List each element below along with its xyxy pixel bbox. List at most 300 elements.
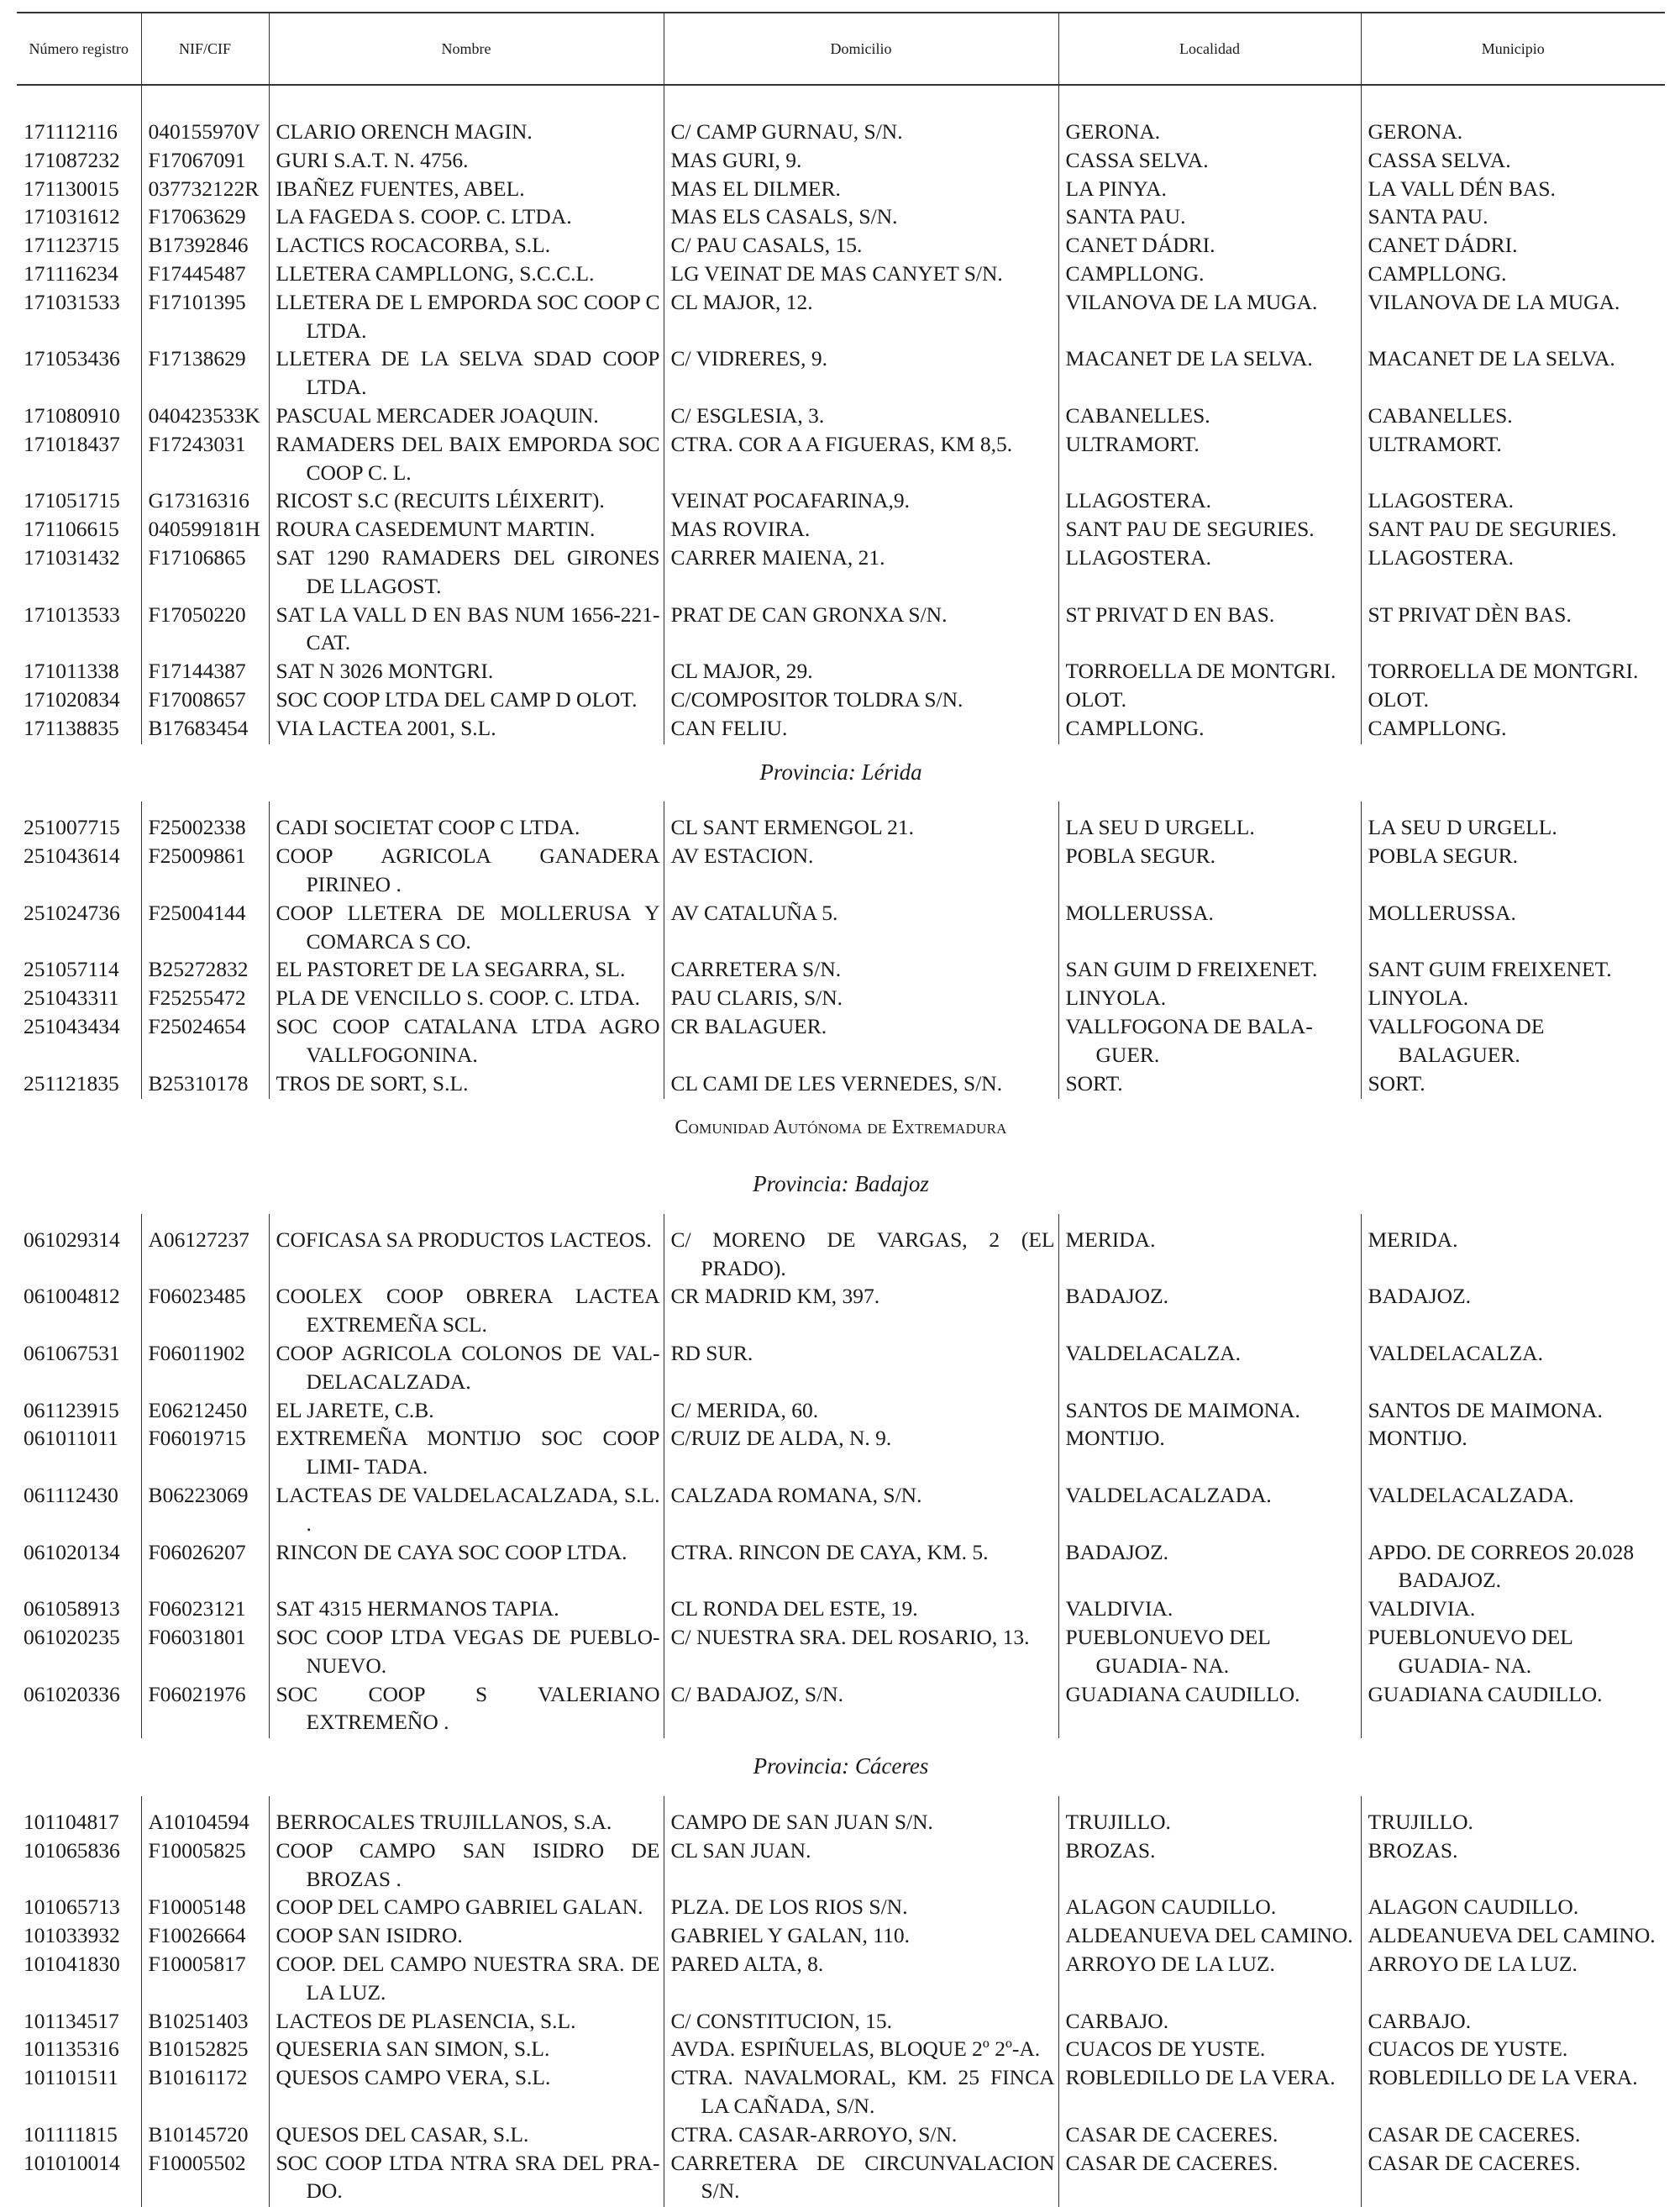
nif-cell-text: F17063629 — [148, 204, 246, 229]
spacer-cell — [17, 1796, 141, 1808]
table-row — [17, 1538, 1665, 1595]
municipio-cell — [1361, 1808, 1665, 1837]
nif-cell-text: F17101395 — [148, 289, 246, 314]
registro-cell — [17, 813, 141, 842]
nif-cell — [141, 1282, 269, 1339]
domicilio-cell-text: PRAT DE CAN GRONXA S/N. — [670, 602, 948, 627]
domicilio-cell — [664, 1950, 1058, 2007]
nombre-cell-text: COOP SAN ISIDRO. — [276, 1923, 463, 1948]
domicilio-cell-text: AV ESTACION. — [670, 843, 814, 869]
nombre-cell — [269, 146, 664, 175]
nif-cell-text: F17445487 — [148, 260, 246, 286]
nombre-cell — [269, 118, 664, 146]
row-spacer — [17, 85, 1665, 118]
registro-cell — [17, 714, 141, 743]
localidad-cell-text: PUEBLONUEVO DEL GUADIA- NA. — [1065, 1625, 1270, 1678]
localidad-cell — [1058, 231, 1361, 260]
localidad-cell — [1058, 288, 1361, 345]
header-localidad: Localidad — [1058, 13, 1361, 85]
registro-cell — [17, 1282, 141, 1339]
localidad-cell — [1058, 1595, 1361, 1623]
domicilio-cell-text: CL SANT ERMENGOL 21. — [670, 815, 914, 840]
domicilio-cell-text: MAS ROVIRA. — [670, 517, 811, 542]
table-row — [17, 2120, 1665, 2149]
localidad-cell — [1058, 2063, 1361, 2120]
domicilio-cell-text: CARRETERA DE CIRCUNVALACION S/N. — [670, 2150, 1055, 2204]
nif-cell — [141, 2007, 269, 2036]
nombre-cell — [269, 955, 664, 984]
localidad-cell — [1058, 955, 1361, 984]
registro-cell — [17, 1396, 141, 1425]
municipio-cell — [1361, 1339, 1665, 1396]
localidad-cell-text: MACANET DE LA SELVA. — [1065, 346, 1313, 371]
registro-cell-text: 061020134 — [24, 1539, 120, 1564]
nif-cell-text: B10145720 — [148, 2121, 249, 2147]
municipio-cell — [1361, 430, 1665, 487]
nif-cell-text: F10005148 — [148, 1894, 246, 1920]
nif-cell-text: F06019715 — [148, 1426, 246, 1451]
registro-cell — [17, 515, 141, 544]
localidad-cell-text: SANT PAU DE SEGURIES. — [1065, 517, 1315, 542]
registro-cell-text: 061029314 — [24, 1227, 120, 1252]
domicilio-cell-text: CALZADA ROMANA, S/N. — [670, 1483, 922, 1508]
nombre-cell-text: LLETERA CAMPLLONG, S.C.C.L. — [276, 260, 595, 286]
localidad-cell — [1058, 2007, 1361, 2036]
registro-cell-text: 101111815 — [24, 2121, 118, 2147]
nombre-cell — [269, 1921, 664, 1950]
community-heading: Comunidad Autónoma de Extremadura — [675, 1117, 1007, 1139]
registro-cell — [17, 1950, 141, 2007]
domicilio-cell — [664, 175, 1058, 203]
table-row — [17, 146, 1665, 175]
nif-cell-text: G17316316 — [148, 488, 249, 513]
nombre-cell — [269, 1595, 664, 1623]
localidad-cell-text: BROZAS. — [1065, 1837, 1156, 1863]
registro-cell-text: 251121835 — [24, 1070, 119, 1096]
municipio-cell-text: MONTIJO. — [1368, 1426, 1467, 1451]
registro-cell — [17, 1012, 141, 1069]
registro-cell-text: 101135316 — [24, 2036, 119, 2062]
table-row — [17, 175, 1665, 203]
nif-cell — [141, 1396, 269, 1425]
nombre-cell-text: RAMADERS DEL BAIX EMPORDA SOC COOP C. L. — [276, 431, 660, 485]
nif-cell-text: F06031801 — [148, 1625, 246, 1650]
municipio-cell-text: TORROELLA DE MONTGRI. — [1368, 659, 1639, 684]
domicilio-cell-text: AVDA. ESPIÑUELAS, BLOQUE 2º 2º-A. — [670, 2036, 1041, 2062]
registro-cell — [17, 1595, 141, 1623]
domicilio-cell-text: C/ BADAJOZ, S/N. — [670, 1681, 843, 1706]
domicilio-cell-text: MAS GURI, 9. — [670, 147, 802, 172]
registro-cell — [17, 1481, 141, 1538]
spacer-cell — [269, 1796, 664, 1808]
localidad-cell-text: CASAR DE CACERES. — [1065, 2150, 1278, 2175]
domicilio-cell-text: VEINAT POCAFARINA,9. — [670, 488, 911, 513]
municipio-cell — [1361, 686, 1665, 714]
registro-cell — [17, 202, 141, 231]
nif-cell-text: B10251403 — [148, 2008, 249, 2033]
localidad-cell-text: MOLLERUSSA. — [1065, 900, 1214, 925]
municipio-cell-text: PUEBLONUEVO DEL GUADIA- NA. — [1368, 1625, 1572, 1678]
domicilio-cell — [664, 1012, 1058, 1069]
registro-cell-text: 101134517 — [24, 2008, 119, 2033]
registro-cell-text: 171020834 — [24, 686, 120, 712]
localidad-cell — [1058, 1837, 1361, 1894]
spacer-cell — [1361, 85, 1665, 118]
localidad-cell-text: POBLA SEGUR. — [1065, 843, 1216, 869]
registro-cell — [17, 2120, 141, 2149]
municipio-cell — [1361, 813, 1665, 842]
domicilio-cell — [664, 1538, 1058, 1595]
localidad-cell-text: ALDEANUEVA DEL CAMINO. — [1065, 1923, 1353, 1948]
localidad-cell-text: VALDIVIA. — [1065, 1596, 1173, 1621]
localidad-cell — [1058, 2120, 1361, 2149]
localidad-cell — [1058, 202, 1361, 231]
nif-cell-text: F06023485 — [148, 1284, 246, 1309]
municipio-cell — [1361, 1282, 1665, 1339]
domicilio-cell — [664, 1069, 1058, 1098]
municipio-cell — [1361, 260, 1665, 288]
municipio-cell — [1361, 1538, 1665, 1595]
nombre-cell-text: ROURA CASEDEMUNT MARTIN. — [276, 517, 596, 542]
nif-cell-text: F17106865 — [148, 544, 246, 570]
domicilio-cell — [664, 601, 1058, 658]
registro-cell-text: 171116234 — [24, 260, 118, 286]
localidad-cell — [1058, 601, 1361, 658]
localidad-cell-text: SANTA PAU. — [1065, 204, 1186, 229]
domicilio-cell — [664, 1921, 1058, 1950]
localidad-cell-text: CASAR DE CACERES. — [1065, 2121, 1278, 2147]
municipio-cell — [1361, 2063, 1665, 2120]
nif-cell — [141, 1012, 269, 1069]
domicilio-cell-text: PLZA. DE LOS RIOS S/N. — [670, 1894, 908, 1920]
localidad-cell-text: LLAGOSTERA. — [1065, 544, 1212, 570]
municipio-cell-text: GUADIANA CAUDILLO. — [1368, 1681, 1603, 1706]
municipio-cell-text: CASSA SELVA. — [1368, 147, 1511, 172]
nif-cell — [141, 601, 269, 658]
nif-cell-text: F25002338 — [148, 815, 246, 840]
domicilio-cell — [664, 1808, 1058, 1837]
registro-cell-text: 171112116 — [24, 119, 118, 144]
row-spacer — [17, 1796, 1665, 1808]
nif-cell-text: B10161172 — [148, 2065, 248, 2090]
municipio-cell — [1361, 118, 1665, 146]
localidad-cell — [1058, 1481, 1361, 1538]
registro-cell — [17, 1424, 141, 1481]
localidad-cell — [1058, 984, 1361, 1012]
registro-cell-text: 251043434 — [24, 1013, 120, 1038]
localidad-cell — [1058, 1538, 1361, 1595]
registro-cell — [17, 288, 141, 345]
municipio-cell-text: VALDIVIA. — [1368, 1596, 1476, 1621]
registro-cell — [17, 686, 141, 714]
nombre-cell — [269, 1538, 664, 1595]
nombre-cell-text: SAT LA VALL D EN BAS NUM 1656-221-CAT. — [276, 602, 660, 655]
nombre-cell — [269, 1680, 664, 1737]
municipio-cell — [1361, 601, 1665, 658]
municipio-cell-text: SANTA PAU. — [1368, 204, 1488, 229]
localidad-cell — [1058, 1808, 1361, 1837]
nombre-cell — [269, 601, 664, 658]
nombre-cell-text: EL PASTORET DE LA SEGARRA, SL. — [276, 957, 626, 982]
domicilio-cell — [664, 1424, 1058, 1481]
table-row — [17, 686, 1665, 714]
table-row — [17, 544, 1665, 601]
province-heading-row — [17, 1738, 1665, 1796]
localidad-cell-text: VALLFOGONA DE BALA- GUER. — [1065, 1013, 1313, 1067]
nif-cell — [141, 1538, 269, 1595]
province-heading-row — [17, 744, 1665, 802]
domicilio-cell — [664, 146, 1058, 175]
registro-cell — [17, 1538, 141, 1595]
municipio-cell-text: TRUJILLO. — [1368, 1810, 1473, 1835]
municipio-cell — [1361, 2035, 1665, 2063]
domicilio-cell — [664, 899, 1058, 956]
municipio-cell-text: SORT. — [1368, 1070, 1425, 1096]
header-domicilio: Domicilio — [664, 13, 1058, 85]
domicilio-cell-text: C/ MERIDA, 60. — [670, 1397, 819, 1422]
table-row — [17, 984, 1665, 1012]
localidad-cell — [1058, 430, 1361, 487]
localidad-cell — [1058, 1950, 1361, 2007]
nombre-cell-text: IBAÑEZ FUENTES, ABEL. — [276, 176, 525, 201]
municipio-cell-text: CANET DÁDRI. — [1368, 233, 1518, 258]
registro-cell-text: 251043614 — [24, 843, 120, 869]
domicilio-cell — [664, 955, 1058, 984]
localidad-cell-text: CABANELLES. — [1065, 402, 1210, 428]
domicilio-cell — [664, 2063, 1058, 2120]
registro-cell — [17, 344, 141, 402]
municipio-cell — [1361, 288, 1665, 345]
table-row — [17, 1921, 1665, 1950]
nif-cell — [141, 486, 269, 515]
nif-cell-text: F06011902 — [148, 1341, 245, 1366]
localidad-cell — [1058, 260, 1361, 288]
nif-cell — [141, 1623, 269, 1680]
registro-cell — [17, 2007, 141, 2036]
nif-cell-text: F10026664 — [148, 1923, 246, 1948]
province-heading-row — [17, 1156, 1665, 1214]
nif-cell — [141, 2149, 269, 2206]
municipio-cell — [1361, 515, 1665, 544]
nif-cell — [141, 544, 269, 601]
province-heading: Provincia: Cáceres — [753, 1753, 929, 1779]
registro-cell-text: 061004812 — [24, 1284, 120, 1309]
nombre-cell — [269, 202, 664, 231]
table-row — [17, 402, 1665, 430]
municipio-cell-text: VALLFOGONA DE BALAGUER. — [1368, 1013, 1545, 1067]
spacer-cell — [1058, 1796, 1361, 1808]
domicilio-cell — [664, 2120, 1058, 2149]
municipio-cell-text: CABANELLES. — [1368, 402, 1513, 428]
municipio-cell-text: CAMPLLONG. — [1368, 715, 1507, 740]
document-page — [17, 12, 1665, 2207]
nif-cell — [141, 260, 269, 288]
nombre-cell — [269, 1226, 664, 1283]
localidad-cell — [1058, 686, 1361, 714]
nombre-cell-text: SOC COOP S VALERIANO EXTREMEÑO . — [276, 1681, 660, 1735]
municipio-cell-text: SANTOS DE MAIMONA. — [1368, 1397, 1603, 1422]
municipio-cell — [1361, 1837, 1665, 1894]
registro-cell-text: 171011338 — [24, 659, 119, 684]
nombre-cell — [269, 260, 664, 288]
domicilio-cell — [664, 1282, 1058, 1339]
domicilio-cell-text: MAS ELS CASALS, S/N. — [670, 204, 898, 229]
nif-cell-text: F17138629 — [148, 346, 246, 371]
nombre-cell-text: LACTEOS DE PLASENCIA, S.L. — [276, 2008, 576, 2033]
municipio-cell — [1361, 146, 1665, 175]
domicilio-cell — [664, 288, 1058, 345]
table-row — [17, 118, 1665, 146]
nombre-cell-text: CADI SOCIETAT COOP C LTDA. — [276, 815, 580, 840]
municipio-cell-text: ALAGON CAUDILLO. — [1368, 1894, 1579, 1920]
nombre-cell-text: SOC COOP LTDA VEGAS DE PUEBLO- NUEVO. — [276, 1625, 660, 1678]
nombre-cell — [269, 1481, 664, 1538]
municipio-cell-text: CASAR DE CACERES. — [1368, 2121, 1581, 2147]
municipio-cell-text: ALDEANUEVA DEL CAMINO. — [1368, 1923, 1656, 1948]
spacer-cell — [1361, 801, 1665, 813]
localidad-cell-text: VILANOVA DE LA MUGA. — [1065, 289, 1318, 314]
municipio-cell-text: APDO. DE CORREOS 20.028 BADAJOZ. — [1368, 1539, 1635, 1593]
localidad-cell-text: OLOT. — [1065, 686, 1126, 712]
localidad-cell-text: LLAGOSTERA. — [1065, 488, 1212, 513]
nif-cell-text: F25004144 — [148, 900, 246, 925]
domicilio-cell-text: CL SAN JUAN. — [670, 1837, 811, 1863]
spacer-cell — [17, 801, 141, 813]
nif-cell-text: F17144387 — [148, 659, 246, 684]
localidad-cell — [1058, 2035, 1361, 2063]
nombre-cell-text: SOC COOP CATALANA LTDA AGRO VALLFOGONINA. — [276, 1013, 660, 1067]
table-row — [17, 1623, 1665, 1680]
domicilio-cell — [664, 1226, 1058, 1283]
municipio-cell — [1361, 955, 1665, 984]
registro-cell-text: 101065713 — [24, 1894, 120, 1920]
nombre-cell — [269, 2149, 664, 2206]
province-heading-cell — [17, 1738, 1665, 1796]
table-row — [17, 714, 1665, 743]
domicilio-cell-text: C/ ESGLESIA, 3. — [670, 402, 825, 428]
municipio-cell-text: CASAR DE CACERES. — [1368, 2150, 1581, 2175]
nombre-cell-text: SAT N 3026 MONTGRI. — [276, 659, 494, 684]
nif-cell — [141, 1921, 269, 1950]
nif-cell — [141, 430, 269, 487]
registro-cell-text: 171080910 — [24, 402, 120, 428]
nif-cell — [141, 1893, 269, 1921]
nif-cell-text: E06212450 — [148, 1397, 248, 1422]
spacer-cell — [1058, 1214, 1361, 1226]
nombre-cell — [269, 288, 664, 345]
domicilio-cell-text: CL MAJOR, 12. — [670, 289, 813, 314]
registro-cell — [17, 402, 141, 430]
localidad-cell-text: CARBAJO. — [1065, 2008, 1169, 2033]
nombre-cell-text: COOP AGRICOLA GANADERA PIRINEO . — [276, 843, 660, 896]
registro-cell-text: 171053436 — [24, 346, 120, 371]
registro-cell-text: 251024736 — [24, 900, 120, 925]
nif-cell — [141, 842, 269, 899]
localidad-cell — [1058, 1396, 1361, 1425]
localidad-cell-text: SANTOS DE MAIMONA. — [1065, 1397, 1300, 1422]
domicilio-cell-text: CTRA. CASAR-ARROYO, S/N. — [670, 2121, 958, 2147]
table-row — [17, 515, 1665, 544]
municipio-cell-text: ROBLEDILLO DE LA VERA. — [1368, 2065, 1638, 2090]
registro-cell — [17, 2035, 141, 2063]
nombre-cell — [269, 1893, 664, 1921]
localidad-cell-text: LA SEU D URGELL. — [1065, 815, 1255, 840]
registro-cell-text: 171138835 — [24, 715, 119, 740]
registro-cell-text: 171106615 — [24, 517, 119, 542]
nif-cell — [141, 1339, 269, 1396]
registro-cell-text: 171123715 — [24, 233, 119, 258]
nombre-cell-text: BERROCALES TRUJILLANOS, S.A. — [276, 1810, 612, 1835]
localidad-cell-text: ALAGON CAUDILLO. — [1065, 1894, 1277, 1920]
nombre-cell-text: COOP DEL CAMPO GABRIEL GALAN. — [276, 1894, 643, 1920]
municipio-cell — [1361, 1921, 1665, 1950]
nif-cell — [141, 714, 269, 743]
domicilio-cell — [664, 2007, 1058, 2036]
municipio-cell-text: SANT GUIM FREIXENET. — [1368, 957, 1612, 982]
domicilio-cell-text: C/ PAU CASALS, 15. — [670, 233, 863, 258]
nombre-cell-text: SOC COOP LTDA NTRA SRA DEL PRA- DO. — [276, 2150, 660, 2204]
domicilio-cell-text: CTRA. NAVALMORAL, KM. 25 FINCA LA CAÑADA, S/N. — [670, 2065, 1055, 2118]
nombre-cell-text: VIA LACTEA 2001, S.L. — [276, 715, 496, 740]
localidad-cell — [1058, 899, 1361, 956]
nombre-cell — [269, 1282, 664, 1339]
nombre-cell-text: CLARIO ORENCH MAGIN. — [276, 119, 533, 144]
registro-cell-text: 101041830 — [24, 1952, 120, 1977]
municipio-cell-text: VILANOVA DE LA MUGA. — [1368, 289, 1620, 314]
spacer-cell — [141, 1214, 269, 1226]
registro-cell — [17, 260, 141, 288]
localidad-cell — [1058, 1424, 1361, 1481]
nombre-cell — [269, 231, 664, 260]
domicilio-cell — [664, 544, 1058, 601]
domicilio-cell-text: CL CAMI DE LES VERNEDES, S/N. — [670, 1070, 1003, 1096]
nif-cell — [141, 118, 269, 146]
municipio-cell-text: MOLLERUSSA. — [1368, 900, 1516, 925]
municipio-cell-text: LLAGOSTERA. — [1368, 544, 1515, 570]
row-spacer — [17, 801, 1665, 813]
municipio-cell — [1361, 202, 1665, 231]
localidad-cell-text: GUADIANA CAUDILLO. — [1065, 1681, 1300, 1706]
domicilio-cell — [664, 202, 1058, 231]
table-row — [17, 202, 1665, 231]
nombre-cell — [269, 544, 664, 601]
nif-cell — [141, 402, 269, 430]
nombre-cell-text: COOP. DEL CAMPO NUESTRA SRA. DE LA LUZ. — [276, 1952, 660, 2005]
registro-cell — [17, 1226, 141, 1283]
municipio-cell-text: SANT PAU DE SEGURIES. — [1368, 517, 1617, 542]
nombre-cell-text: LA FAGEDA S. COOP. C. LTDA. — [276, 204, 572, 229]
nif-cell — [141, 1069, 269, 1098]
registro-cell-text: 101104817 — [24, 1810, 119, 1835]
registro-cell-text: 061020336 — [24, 1681, 120, 1706]
table-row — [17, 344, 1665, 402]
domicilio-cell — [664, 231, 1058, 260]
domicilio-cell — [664, 1893, 1058, 1921]
nif-cell-text: 040155970V — [148, 119, 260, 144]
registro-cell-text: 171013533 — [24, 602, 120, 627]
municipio-cell-text: OLOT. — [1368, 686, 1429, 712]
table-row — [17, 2063, 1665, 2120]
localidad-cell — [1058, 1282, 1361, 1339]
registro-cell — [17, 1623, 141, 1680]
municipio-cell-text: VALDELACALZADA. — [1368, 1483, 1574, 1508]
domicilio-cell-text: MAS EL DILMER. — [670, 176, 841, 201]
province-heading: Provincia: Badajoz — [753, 1171, 929, 1197]
domicilio-cell-text: GABRIEL Y GALAN, 110. — [670, 1923, 910, 1948]
nombre-cell-text: LLETERA DE LA SELVA SDAD COOP LTDA. — [276, 346, 660, 400]
spacer-cell — [1058, 85, 1361, 118]
municipio-cell — [1361, 1950, 1665, 2007]
